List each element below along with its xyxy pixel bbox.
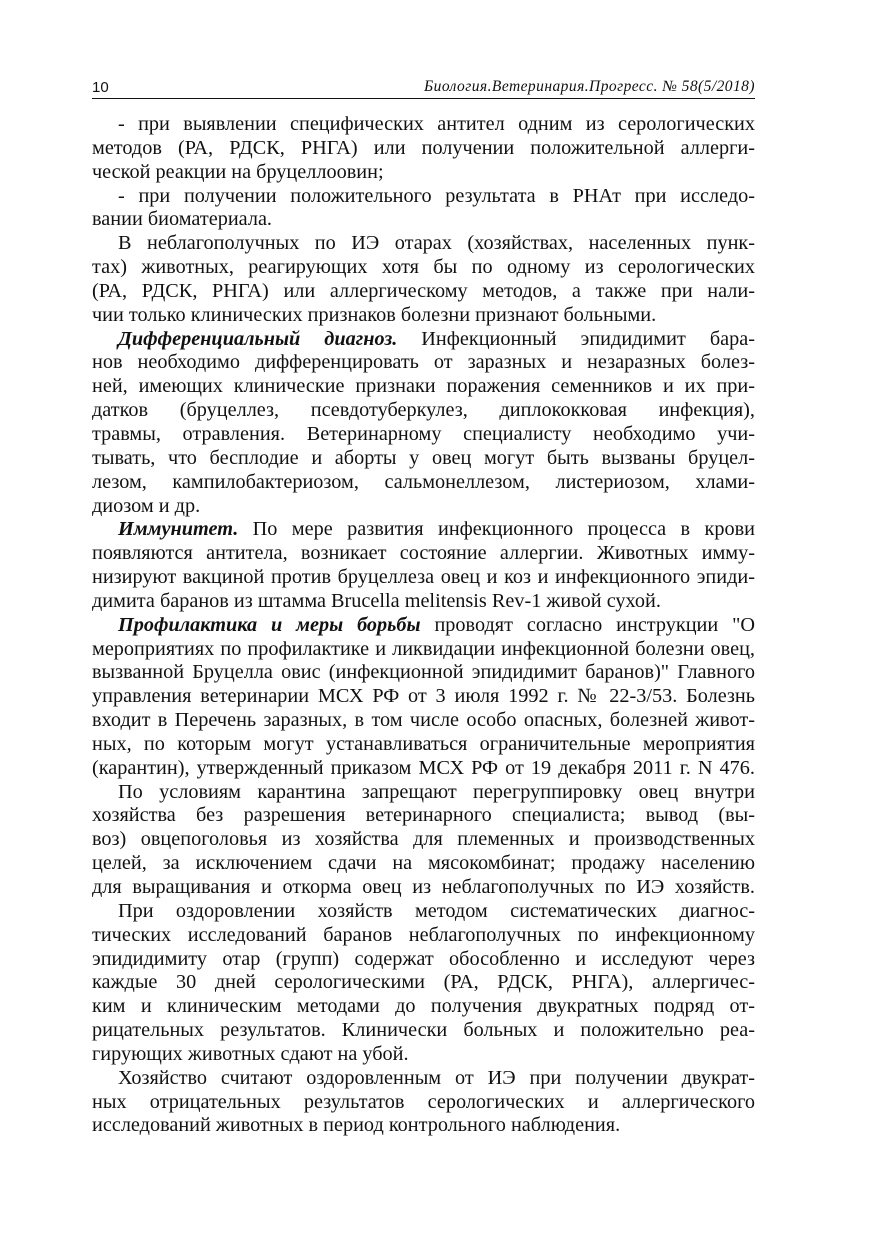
text-line: вании биоматериала. bbox=[92, 208, 272, 231]
text-line: ческой реакции на бруцеллоовин; bbox=[92, 160, 384, 183]
text-line: гирующих животных сдают на убой. bbox=[92, 1042, 409, 1065]
text-line: По условиям карантина запрещают перегруппировку овец внутри bbox=[118, 780, 755, 803]
text-line: хозяйства без разрешения ветеринарного специалиста; вывод (вы- bbox=[92, 804, 755, 827]
text-line: - при получении положительного результата в РНАт при исследо- bbox=[118, 184, 755, 207]
text-line: димита баранов из штамма Brucella melitensis Rev-1 живой сухой. bbox=[92, 589, 661, 612]
text-line: управления ветеринарии МСХ РФ от 3 июля 1992 г. № 22-3/53. Болезнь bbox=[92, 685, 755, 708]
text-line: тывать, что бесплодие и аборты у овец могут быть вызваны бруцел- bbox=[92, 446, 755, 469]
text-line: каждые 30 дней серологическими (РА, РДСК, РНГА), аллергичес- bbox=[92, 971, 755, 994]
text-line: лезом, кампилобактериозом, сальмонеллезом, листериозом, хлами- bbox=[92, 470, 755, 493]
text-line: исследований животных в период контрольного наблюдения. bbox=[92, 1114, 621, 1137]
text-line: мероприятиях по профилактике и ликвидации инфекционной болезни овец, bbox=[92, 637, 755, 660]
text-line: диозом и др. bbox=[92, 494, 201, 517]
article-body bbox=[92, 113, 755, 1138]
text-run: По мере развития инфекционного процесса в крови bbox=[238, 518, 755, 541]
text-line: появляются антитела, возникает состояние аллергии. Животных имму- bbox=[92, 542, 755, 565]
text-line: (РА, РДСК, РНГА) или аллергическому методов, а также при нали- bbox=[92, 279, 755, 302]
text-line: тах) животных, реагирующих хотя бы по одному из серологических bbox=[92, 256, 755, 279]
text-line: низируют вакциной против бруцеллеза овец и коз и инфекционного эпиди- bbox=[92, 566, 755, 589]
paragraph-antibody-criteria bbox=[92, 113, 755, 185]
text-line: ким и клиническим методами до получения двукратных подряд от- bbox=[92, 995, 755, 1018]
page-number: 10 bbox=[92, 79, 109, 96]
running-header bbox=[92, 78, 755, 99]
text-line: для выращивания и откорма овец из неблагополучных по ИЭ хозяйств. bbox=[92, 876, 755, 898]
text-line bbox=[92, 614, 755, 638]
text-line: В неблагополучных по ИЭ отарах (хозяйствах, населенных пунк- bbox=[118, 232, 755, 255]
text-line: (карантин), утвержденный приказом МСХ РФ от 19 декабря 2011 г. N 476. bbox=[92, 756, 755, 779]
text-line: вызванной Бруцелла овис (инфекционной эпидидимит баранов)" Главного bbox=[92, 661, 755, 684]
text-line: ных отрицательных результатов серологических и аллергического bbox=[92, 1090, 755, 1113]
journal-title: Биология.Ветеринария.Прогресс. № 58(5/2018) bbox=[424, 78, 755, 95]
paragraph-recovery-methods bbox=[92, 900, 755, 1067]
text-run: проводят согласно инструкции "О bbox=[420, 613, 755, 636]
text-line: датков (бруцеллез, псевдотуберкулез, диплококковая инфекция), bbox=[92, 399, 755, 422]
text-line: эпидидимиту отар (групп) содержат обособленно и исследуют через bbox=[92, 947, 755, 970]
text-line: тических исследований баранов неблагополучных по инфекционному bbox=[92, 923, 755, 946]
paragraph-prevention bbox=[92, 614, 755, 781]
text-line: методов (РА, РДСК, РНГА) или получении положительной аллерги- bbox=[92, 136, 755, 159]
section-term: Профилактика и меры борьбы bbox=[118, 613, 421, 636]
text-line: чии только клинических признаков болезни признают больными. bbox=[92, 303, 657, 326]
text-line: травмы, отравления. Ветеринарному специалисту необходимо учи- bbox=[92, 422, 755, 445]
paragraph-rnat-criteria bbox=[92, 185, 755, 233]
paragraph-quarantine bbox=[92, 781, 755, 900]
section-term: Иммунитет. bbox=[118, 518, 239, 541]
paragraph-recovered-status bbox=[92, 1067, 755, 1139]
text-line: воз) овцепоголовья из хозяйства для племенных и производственных bbox=[92, 828, 755, 851]
text-line: целей, за исключением сдачи на мясокомбинат; продажу населению bbox=[92, 852, 755, 875]
paragraph-differential-diagnosis bbox=[92, 328, 755, 519]
text-line bbox=[92, 518, 755, 542]
text-line bbox=[92, 328, 755, 352]
paragraph-immunity bbox=[92, 518, 755, 613]
text-run: Инфекционный эпидидимит бара- bbox=[397, 327, 755, 350]
section-term: Дифференциальный диагноз. bbox=[118, 327, 398, 350]
text-line: входит в Перечень заразных, в том числе особо опасных, болезней живот- bbox=[92, 709, 755, 732]
text-line: ней, имеющих клинические признаки поражения семенников и их при- bbox=[92, 375, 755, 398]
text-line: нов необходимо дифференцировать от заразных и незаразных болез- bbox=[92, 351, 755, 374]
paragraph-unfavorable-flocks bbox=[92, 232, 755, 327]
text-line: рицательных результатов. Клинически больных и положительно реа- bbox=[92, 1019, 755, 1042]
text-line: - при выявлении специфических антител одним из серологических bbox=[118, 113, 755, 135]
text-line: ных, по которым могут устанавливаться ограничительные мероприятия bbox=[92, 732, 755, 755]
text-line: При оздоровлении хозяйств методом систематических диагнос- bbox=[118, 899, 755, 922]
text-line: Хозяйство считают оздоровленным от ИЭ при получении двукрат- bbox=[118, 1066, 755, 1089]
